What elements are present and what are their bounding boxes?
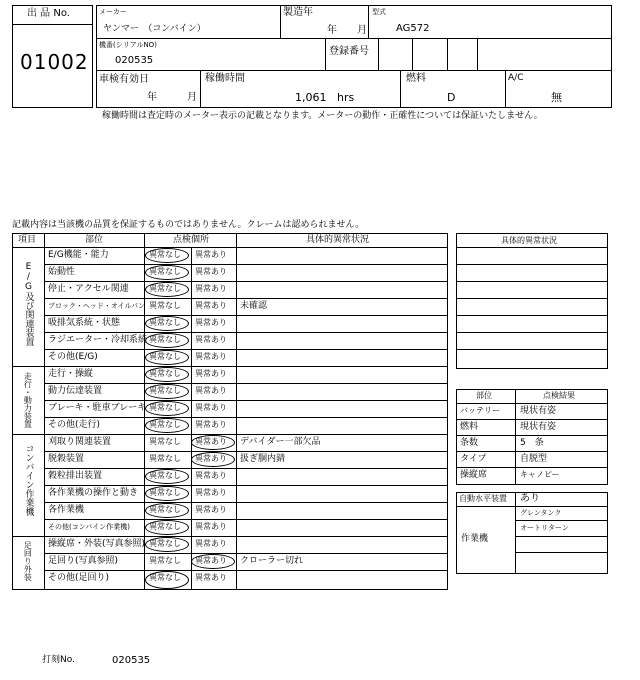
hours-label: 稼働時間 xyxy=(205,73,245,84)
status-ok: 異常なし xyxy=(149,301,181,310)
group-label-undercarriage: 足回り外装 xyxy=(23,541,33,581)
status-ok: 異常なし xyxy=(149,369,181,378)
selected-mark-oval xyxy=(145,503,189,518)
status-ng: 異常あり xyxy=(195,267,227,276)
selected-mark-oval xyxy=(145,350,189,365)
result-value: キャノピー xyxy=(520,470,560,479)
row-detail: 未確認 xyxy=(240,301,268,311)
fuel-label: 燃料 xyxy=(406,73,426,84)
serial-value: 020535 xyxy=(115,55,154,66)
status-ng: 異常あり xyxy=(195,522,227,531)
status-ok: 異常なし xyxy=(149,318,181,327)
serial-label: 機番(シリアルNO) xyxy=(99,41,157,49)
group-label-combine: コンバイン作業機 xyxy=(23,444,34,516)
row-part-label: 吸排気系統・状態 xyxy=(48,318,121,328)
row-part-label: 操縦席・外装(写真参照) xyxy=(48,539,146,549)
row-part-label: その他(足回り) xyxy=(48,573,110,583)
row-part-label: 穀粒排出装置 xyxy=(48,471,103,481)
lot-number: 01002 xyxy=(20,50,89,74)
auto-level-label: 自動水平装置 xyxy=(459,494,507,503)
lot-label: 出 品 No. xyxy=(27,8,70,19)
result-value: 5 条 xyxy=(520,438,544,448)
col-part-header: 部位 xyxy=(85,235,104,245)
status-ng: 異常あり xyxy=(195,284,227,293)
selected-mark-oval xyxy=(145,571,189,589)
status-ok: 異常なし xyxy=(149,267,181,276)
status-ok: 異常なし xyxy=(149,352,181,361)
selected-mark-oval xyxy=(191,435,235,450)
result-part: 燃料 xyxy=(460,422,479,432)
selected-mark-oval xyxy=(145,384,189,399)
hours-unit: hrs xyxy=(337,91,355,104)
status-ok: 異常なし xyxy=(149,505,181,514)
status-ng: 異常あり xyxy=(195,454,227,463)
status-ok: 異常なし xyxy=(149,488,181,497)
status-ng: 異常あり xyxy=(195,505,227,514)
row-part-label: 始動性 xyxy=(48,267,76,277)
row-part-label: ラジエーター・冷却系統 xyxy=(48,335,148,345)
year-unit: 年 月 xyxy=(327,25,367,36)
quality-note: 記載内容は当該機の品質を保証するものではありません。クレームは認められません。 xyxy=(12,220,365,230)
row-part-label: 足回り(写真参照) xyxy=(48,556,119,566)
result-value: 自脱型 xyxy=(520,454,548,464)
selected-mark-oval xyxy=(145,520,189,535)
row-detail: 扱ぎ胴内錆 xyxy=(240,454,286,464)
status-ng: 異常あり xyxy=(195,573,227,582)
model-value: AG572 xyxy=(396,23,430,34)
row-part-label: 各作業機 xyxy=(48,505,85,515)
equipment-table xyxy=(456,492,608,574)
ac-value: 無 xyxy=(551,91,562,104)
status-ok: 異常なし xyxy=(149,284,181,293)
row-part-label: 刈取り関連装置 xyxy=(48,437,112,447)
work-item-1: グレンタンク xyxy=(520,509,562,517)
inspection-unit: 年 月 xyxy=(147,92,197,103)
result-value: 現状有姿 xyxy=(520,406,557,416)
status-ng: 異常あり xyxy=(195,539,227,548)
row-part-label: 脱穀装置 xyxy=(48,454,85,464)
detail-box-title: 具体的異常状況 xyxy=(501,236,557,245)
status-ng: 異常あり xyxy=(195,420,227,429)
ac-label: A/C xyxy=(508,73,524,83)
status-ng: 異常あり xyxy=(195,386,227,395)
hours-value: 1,061 xyxy=(295,91,327,104)
result-part: 条数 xyxy=(460,438,479,448)
result-part: バッテリー xyxy=(460,406,500,415)
row-part-label: その他(コンバイン作業機) xyxy=(48,523,130,531)
status-ng: 異常あり xyxy=(195,556,227,565)
hour-note: 稼働時間は査定時のメーター表示の記載となります。メーターの動作・正確性については保証いたしません。 xyxy=(102,111,543,121)
year-label: 製造年 xyxy=(283,7,313,18)
maker-label: メーカー xyxy=(99,8,127,16)
status-ok: 異常なし xyxy=(149,420,181,429)
selected-mark-oval xyxy=(145,418,189,433)
fuel-value: D xyxy=(447,91,456,104)
result-value: 現状有姿 xyxy=(520,422,557,432)
status-ok: 異常なし xyxy=(149,403,181,412)
row-part-label: 動力伝達装置 xyxy=(48,386,103,396)
auto-level-value: あり xyxy=(520,493,540,504)
row-part-label: その他(E/G) xyxy=(48,352,98,362)
status-ng: 異常あり xyxy=(195,352,227,361)
status-ok: 異常なし xyxy=(149,539,181,548)
status-ng: 異常あり xyxy=(195,250,227,259)
status-ng: 異常あり xyxy=(195,369,227,378)
stamp-value: 020535 xyxy=(112,655,151,666)
selected-mark-oval xyxy=(145,469,189,484)
status-ok: 異常なし xyxy=(149,522,181,531)
inspection-label: 車検有効日 xyxy=(99,74,149,85)
row-part-label: 停止・アクセル関連 xyxy=(48,284,129,294)
selected-mark-oval xyxy=(145,401,189,416)
result-part: タイプ xyxy=(460,454,487,464)
row-part-label: ブレーキ・駐車ブレーキ xyxy=(48,403,147,413)
group-label-drive: 走行・動力装置 xyxy=(23,372,33,428)
selected-mark-oval xyxy=(145,537,189,552)
selected-mark-oval xyxy=(145,265,189,280)
selected-mark-oval xyxy=(145,282,189,297)
row-part-label: E/G機能・能力 xyxy=(48,250,109,260)
status-ok: 異常なし xyxy=(149,437,181,446)
row-part-label: 各作業機の操作と動き xyxy=(48,488,139,498)
status-ng: 異常あり xyxy=(195,488,227,497)
maker-value: ヤンマー （コンバイン） xyxy=(103,24,206,34)
row-detail: デバイダー一部欠品 xyxy=(240,437,321,447)
result-col-result: 点検結果 xyxy=(543,391,575,400)
status-ng: 異常あり xyxy=(195,318,227,327)
row-detail: クローラー切れ xyxy=(240,556,304,566)
status-ng: 異常あり xyxy=(195,301,227,310)
row-part-label: 走行・操縦 xyxy=(48,369,94,379)
selected-mark-oval xyxy=(191,554,235,569)
selected-mark-oval xyxy=(145,367,189,382)
status-ng: 異常あり xyxy=(195,335,227,344)
status-ng: 異常あり xyxy=(195,403,227,412)
work-equipment-label: 作業機 xyxy=(461,534,489,544)
col-detail-header: 具体的異常状況 xyxy=(306,235,370,245)
status-ng: 異常あり xyxy=(195,437,227,446)
col-check-header: 点検個所 xyxy=(173,235,210,245)
group-label-engine: E/G及び関連装置 xyxy=(23,262,34,346)
registration-label: 登録番号 xyxy=(329,46,369,57)
status-ok: 異常なし xyxy=(149,556,181,565)
selected-mark-oval xyxy=(145,486,189,501)
status-ok: 異常なし xyxy=(149,250,181,259)
row-part-label: ブロック・ヘッド・オイルパン xyxy=(48,302,146,310)
row-part-label: その他(走行) xyxy=(48,420,101,430)
selected-mark-oval xyxy=(145,333,189,348)
selected-mark-oval xyxy=(145,248,189,263)
status-ok: 異常なし xyxy=(149,573,181,582)
status-ok: 異常なし xyxy=(149,454,181,463)
work-item-2: オートリターン xyxy=(520,524,569,532)
status-ok: 異常なし xyxy=(149,386,181,395)
col-item-header: 項目 xyxy=(18,235,37,245)
result-col-part: 部位 xyxy=(476,391,492,400)
status-ok: 異常なし xyxy=(149,335,181,344)
status-ok: 異常なし xyxy=(149,471,181,480)
status-ng: 異常あり xyxy=(195,471,227,480)
result-part: 操縦席 xyxy=(460,470,488,480)
selected-mark-oval xyxy=(191,452,235,467)
stamp-label: 打刻No. xyxy=(42,655,75,665)
selected-mark-oval xyxy=(145,316,189,331)
model-label: 型式 xyxy=(372,8,386,16)
